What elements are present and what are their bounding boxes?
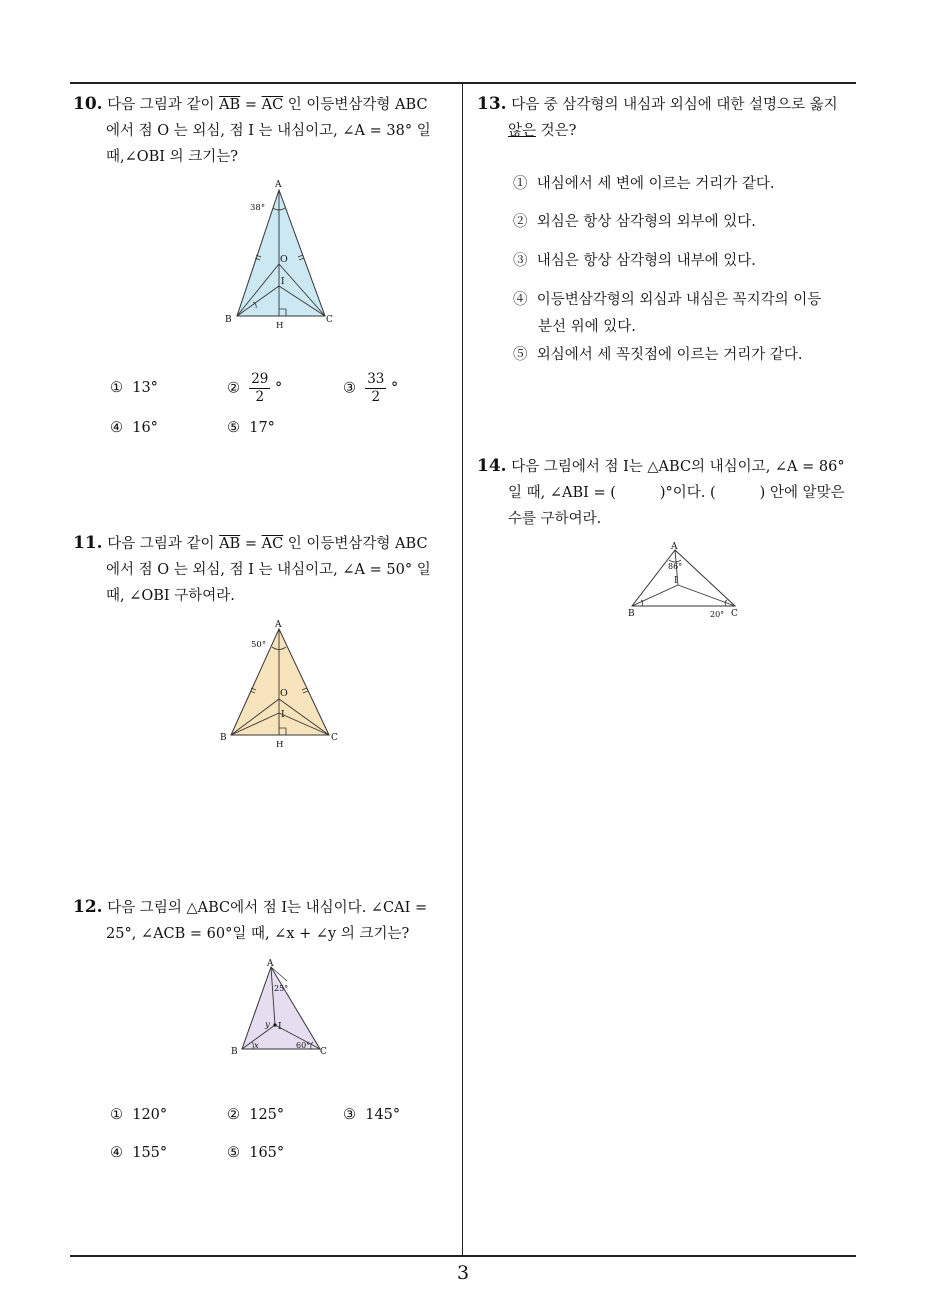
q10-label-a: A — [275, 180, 282, 190]
q13-option-3[interactable]: ③ 내심은 항상 삼각형의 내부에 있다. — [513, 253, 756, 269]
q12-choice-5[interactable]: ⑤ 165° — [227, 1145, 285, 1161]
underlined-word: 않은 — [508, 123, 537, 139]
q14-figure — [620, 538, 745, 622]
q12-label-b: B — [231, 1047, 238, 1057]
question-11-line3: 때, ∠OBI 구하여라. — [106, 588, 235, 604]
q10-choice-1[interactable]: ① 13° — [110, 380, 158, 396]
question-14 — [477, 453, 862, 532]
column-divider — [462, 82, 463, 1257]
question-14-line1: 14. 다음 그림에서 점 I는 △ABC의 내심이고, ∠A = 86° — [477, 456, 845, 476]
q12-label-a: A — [267, 959, 274, 969]
q12-choice-4[interactable]: ④ 155° — [110, 1145, 168, 1161]
question-10-line1: 10. 다음 그림과 같이 $\overline{AB} = \overline{AC}$ 인 이등변삼각형 ABC — [73, 94, 428, 114]
q14-angle-86: 86° — [668, 562, 683, 571]
question-number: 14. — [477, 456, 507, 476]
question-13 — [477, 91, 862, 144]
segment-ac: $\overline{AC}$ — [261, 97, 284, 113]
q10-angle-label: 38° — [250, 203, 266, 213]
q14-triangle — [632, 550, 735, 606]
q14-label-i: I — [674, 576, 678, 586]
q13-option-4[interactable]: ④ 이등변삼각형의 외심과 내심은 꼭지각의 이등 분선 위에 있다. — [513, 292, 822, 335]
q12-angle-25: 25° — [274, 984, 289, 993]
q11-label-a: A — [275, 620, 282, 630]
question-14-line3: 수를 구하여라. — [508, 511, 602, 527]
q12-label-i: I — [278, 1022, 282, 1032]
q13-option-5[interactable]: ⑤ 외심에서 세 꼭짓점에 이르는 거리가 같다. — [513, 347, 803, 363]
segment-ab: $\overline{AB}$ — [219, 97, 241, 113]
q10-label-o: O — [280, 254, 288, 265]
q11-label-o: O — [280, 688, 288, 699]
question-10-line3: 때,∠OBI 의 크기는? — [106, 149, 239, 165]
segment-ac: $\overline{AC}$ — [261, 536, 284, 552]
q12-angle-x: x — [254, 1041, 259, 1051]
question-11-line2: 에서 점 O 는 외심, 점 I 는 내심이고, ∠A = 50° 일 — [106, 562, 431, 578]
q14-label-b: B — [628, 609, 635, 619]
q12-angle-y: y — [265, 1020, 270, 1030]
q10-choice-2[interactable]: ② $\frac{29}{2}$ ° — [227, 371, 283, 405]
q14-label-a: A — [671, 542, 678, 552]
q11-label-c: C — [331, 733, 338, 743]
q12-angle-60: 60° — [296, 1041, 311, 1050]
question-13-line2: 않은 것은? — [508, 123, 577, 139]
q10-label-c: C — [326, 315, 333, 325]
page-number: 3 — [456, 1262, 470, 1284]
q10-choice-5[interactable]: ⑤ 17° — [227, 420, 275, 436]
q11-triangle — [231, 629, 329, 735]
question-11-line1: 11. 다음 그림과 같이 $\overline{AB} = \overline{AC}$ 인 이등변삼각형 ABC — [73, 533, 428, 553]
q12-choice-3[interactable]: ③ 145° — [343, 1107, 401, 1123]
q11-label-h: H — [276, 740, 284, 750]
q10-label-i: I — [281, 277, 285, 287]
fraction: $\frac{29}{2}$ — [251, 371, 269, 405]
question-number: 13. — [477, 94, 507, 114]
question-13-line1: 13. 다음 중 삼각형의 내심과 외심에 대한 설명으로 옳지 — [477, 94, 838, 114]
q10-choice-3[interactable]: ③ $\frac{33}{2}$ ° — [343, 371, 399, 405]
question-number: 11. — [73, 533, 103, 553]
q10-label-h: H — [276, 321, 284, 331]
segment-ab: $\overline{AB}$ — [219, 536, 241, 552]
fraction: $\frac{33}{2}$ — [367, 371, 385, 405]
question-10 — [73, 91, 458, 170]
question-10-line2: 에서 점 O 는 외심, 점 I 는 내심이고, ∠A = 38° 일 — [106, 123, 431, 139]
question-14-line2: 일 때, ∠ABI = ( )°이다. ( ) 안에 알맞은 — [508, 485, 845, 501]
q14-label-c: C — [731, 609, 738, 619]
q12-choice-2[interactable]: ② 125° — [227, 1107, 285, 1123]
question-11 — [73, 530, 458, 609]
q13-option-2[interactable]: ② 외심은 항상 삼각형의 외부에 있다. — [513, 214, 756, 230]
q12-choice-1[interactable]: ① 120° — [110, 1107, 168, 1123]
q12-triangle — [242, 967, 320, 1049]
q11-angle-label: 50° — [251, 640, 267, 650]
q10-figure — [215, 176, 345, 334]
question-number: 12. — [73, 897, 103, 917]
q11-label-i: I — [281, 710, 285, 720]
q11-figure — [215, 617, 345, 757]
q12-label-c: C — [320, 1047, 327, 1057]
q14-angle-20: 20° — [710, 610, 725, 619]
question-number: 10. — [73, 94, 103, 114]
question-12-line1: 12. 다음 그림의 △ABC에서 점 I는 내심이다. ∠CAI = — [73, 897, 428, 917]
question-12 — [73, 894, 458, 947]
question-12-line2: 25°, ∠ACB = 60°일 때, ∠x + ∠y 의 크기는? — [106, 926, 410, 942]
q11-label-b: B — [220, 733, 227, 743]
q12-figure — [225, 955, 340, 1061]
q13-option-1[interactable]: ① 내심에서 세 변에 이르는 거리가 같다. — [513, 176, 775, 192]
q10-choice-4[interactable]: ④ 16° — [110, 420, 158, 436]
q10-label-b: B — [225, 315, 232, 325]
